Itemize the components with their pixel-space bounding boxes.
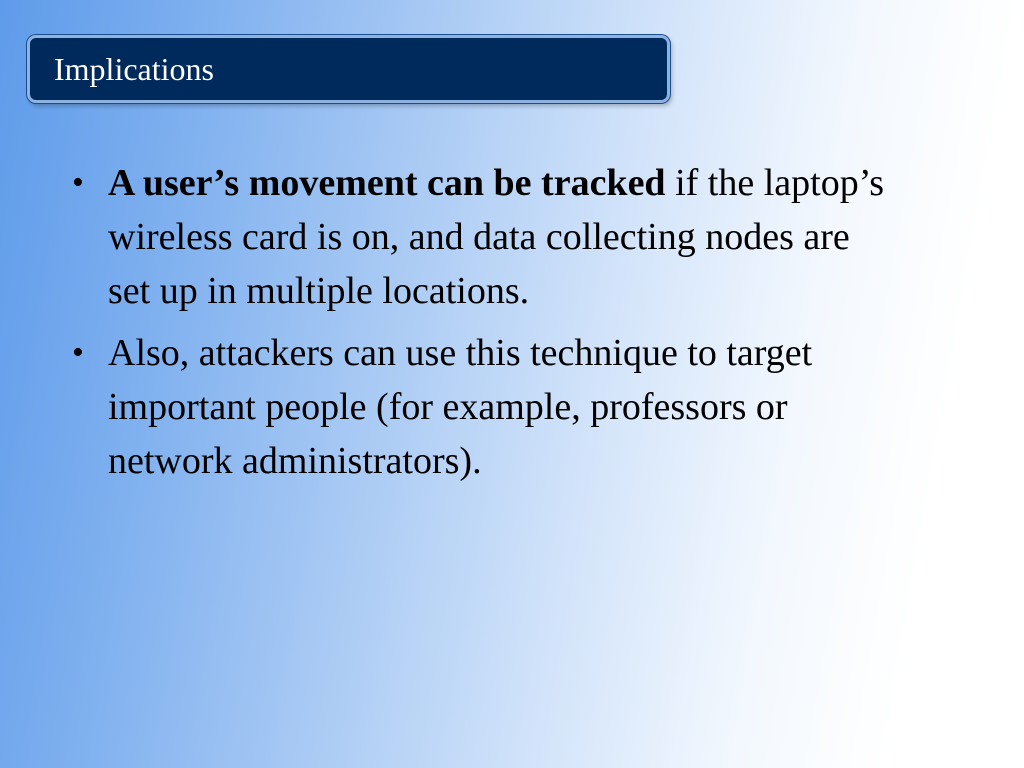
bullet-text	[108, 156, 898, 318]
bullet-item	[72, 326, 912, 488]
slide-title: Implications	[54, 51, 214, 87]
bullet-icon: •	[72, 164, 84, 201]
bullet-text	[108, 326, 898, 488]
bullet-item	[72, 156, 912, 318]
bullet-bold-text: A user’s movement can be tracked	[108, 162, 666, 204]
title-bar	[27, 35, 670, 103]
bullet-body-text: Also, attackers can use this technique to target important people (for example, professors or network administrators).	[108, 332, 813, 482]
bullet-list	[72, 156, 912, 496]
bullet-icon: •	[72, 334, 84, 371]
bullet-body-text: if the laptop’s wireless card is on, and data collecting nodes are set up in multiple locations.	[108, 162, 885, 312]
